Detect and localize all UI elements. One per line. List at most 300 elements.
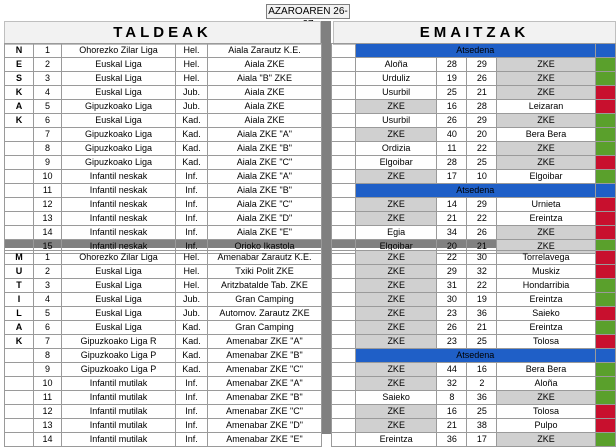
home-team: ZKE: [355, 279, 436, 293]
win-marker: [595, 170, 615, 184]
home-score: 40: [437, 128, 467, 142]
win-marker: [595, 128, 615, 142]
result-spacer: [332, 405, 356, 419]
result-spacer: [332, 86, 356, 100]
result-spacer: [332, 293, 356, 307]
category: Inf.: [176, 419, 208, 433]
team-row: [5, 419, 322, 433]
away-team: ZKE: [497, 72, 595, 86]
away-score: 21: [467, 86, 497, 100]
league-name: Euskal Liga: [62, 114, 176, 128]
category: Kad.: [176, 142, 208, 156]
result-row: [332, 170, 616, 184]
win-marker: [595, 377, 615, 391]
result-row: [332, 307, 616, 321]
away-score: 20: [467, 128, 497, 142]
result-spacer: [332, 170, 356, 184]
section-letter: [5, 363, 34, 377]
category: Hel.: [176, 279, 208, 293]
category: Jub.: [176, 293, 208, 307]
teams-table-neskak: [4, 43, 322, 254]
team-number: 15: [34, 240, 62, 254]
home-score: 19: [437, 72, 467, 86]
section-letter: [5, 405, 34, 419]
result-spacer: [332, 198, 356, 212]
section-letter: [5, 377, 34, 391]
result-row: [332, 72, 616, 86]
away-team: Tolosa: [497, 405, 595, 419]
away-score: 25: [467, 405, 497, 419]
loss-marker: [595, 335, 615, 349]
home-team: Elgoibar: [355, 156, 436, 170]
category: Hel.: [176, 265, 208, 279]
category: Inf.: [176, 240, 208, 254]
result-row: [332, 251, 616, 265]
league-name: Gipuzkoako Liga: [62, 156, 176, 170]
team-name: Amenabar ZKE "E": [208, 433, 322, 447]
result-spacer: [332, 391, 356, 405]
loss-marker: [595, 265, 615, 279]
result-spacer: [332, 156, 356, 170]
league-name: Gipuzkoako Liga P: [62, 349, 176, 363]
away-score: 26: [467, 72, 497, 86]
section-letter: [5, 433, 34, 447]
rest-label: Atsedena: [355, 184, 595, 198]
team-name: Aiala ZKE "B": [208, 142, 322, 156]
away-team: Bera Bera: [497, 363, 595, 377]
team-number: 11: [34, 391, 62, 405]
home-score: 11: [437, 142, 467, 156]
home-score: 26: [437, 114, 467, 128]
home-team: Usurbil: [355, 114, 436, 128]
result-row: [332, 184, 616, 198]
home-score: 34: [437, 226, 467, 240]
team-number: 11: [34, 184, 62, 198]
result-row: [332, 198, 616, 212]
league-name: Gipuzkoako Liga: [62, 142, 176, 156]
category: Hel.: [176, 44, 208, 58]
team-name: Gran Camping: [208, 321, 322, 335]
away-score: 28: [467, 100, 497, 114]
away-team: ZKE: [497, 86, 595, 100]
result-spacer: [332, 363, 356, 377]
away-score: 2: [467, 377, 497, 391]
away-team: ZKE: [497, 142, 595, 156]
category: Inf.: [176, 184, 208, 198]
team-number: 5: [34, 100, 62, 114]
result-row: [332, 142, 616, 156]
team-number: 4: [34, 293, 62, 307]
result-spacer: [332, 251, 356, 265]
result-spacer: [332, 265, 356, 279]
league-name: Ohorezko Zilar Liga: [62, 251, 176, 265]
away-team: Ereintza: [497, 321, 595, 335]
league-name: Ohorezko Zilar Liga: [62, 44, 176, 58]
category: Kad.: [176, 349, 208, 363]
category: Inf.: [176, 198, 208, 212]
home-score: 20: [437, 240, 467, 254]
result-spacer: [332, 44, 356, 58]
section-letter: [5, 170, 34, 184]
loss-marker: [595, 226, 615, 240]
home-score: 21: [437, 419, 467, 433]
results-table-neskak: [331, 43, 616, 254]
result-spacer: [332, 307, 356, 321]
team-name: Amenabar ZKE "A": [208, 377, 322, 391]
team-number: 12: [34, 405, 62, 419]
team-number: 2: [34, 58, 62, 72]
win-marker: [595, 391, 615, 405]
home-team: ZKE: [355, 170, 436, 184]
away-team: Tolosa: [497, 335, 595, 349]
team-name: Aiala ZKE "C": [208, 156, 322, 170]
home-team: Egia: [355, 226, 436, 240]
results-table-mutilak: [331, 250, 616, 447]
team-name: Aiala ZKE "B": [208, 184, 322, 198]
win-marker: [595, 293, 615, 307]
home-team: ZKE: [355, 307, 436, 321]
away-score: 21: [467, 240, 497, 254]
away-score: 21: [467, 321, 497, 335]
league-name: Euskal Liga: [62, 279, 176, 293]
section-letter: E: [5, 58, 34, 72]
team-number: 14: [34, 226, 62, 240]
home-score: 23: [437, 307, 467, 321]
team-row: [5, 307, 322, 321]
team-name: Aritzbatalde Tab. ZKE: [208, 279, 322, 293]
team-name: Amenabar ZKE "A": [208, 335, 322, 349]
page-title: AZAROAREN 26-: [266, 4, 350, 19]
team-name: Aiala ZKE "C": [208, 198, 322, 212]
section-letter: [5, 391, 34, 405]
loss-marker: [595, 198, 615, 212]
result-row: [332, 226, 616, 240]
loss-marker: [595, 86, 615, 100]
team-name: Aiala ZKE "A": [208, 170, 322, 184]
loss-marker: [595, 419, 615, 433]
win-marker: [595, 321, 615, 335]
league-name: Infantil neskak: [62, 212, 176, 226]
team-row: [5, 321, 322, 335]
team-name: Gran Camping: [208, 293, 322, 307]
team-number: 6: [34, 321, 62, 335]
team-name: Amenabar ZKE "B": [208, 391, 322, 405]
column-separator-bottom: [321, 248, 331, 434]
league-name: Euskal Liga: [62, 86, 176, 100]
home-score: 31: [437, 279, 467, 293]
team-row: [5, 279, 322, 293]
team-number: 9: [34, 363, 62, 377]
column-separator-top: [321, 21, 331, 239]
result-row: [332, 321, 616, 335]
team-row: [5, 100, 322, 114]
result-row: [332, 100, 616, 114]
league-name: Gipuzkoako Liga: [62, 128, 176, 142]
section-letter: [5, 226, 34, 240]
team-name: Aiala Zarautz K.E.: [208, 44, 322, 58]
league-name: Infantil neskak: [62, 198, 176, 212]
home-score: 16: [437, 100, 467, 114]
home-team: ZKE: [355, 293, 436, 307]
away-score: 16: [467, 363, 497, 377]
win-marker: [595, 114, 615, 128]
league-name: Euskal Liga: [62, 58, 176, 72]
category: Kad.: [176, 128, 208, 142]
away-score: 22: [467, 142, 497, 156]
category: Kad.: [176, 114, 208, 128]
home-team: Saieko: [355, 391, 436, 405]
section-letter: K: [5, 114, 34, 128]
home-score: 32: [437, 377, 467, 391]
result-spacer: [332, 72, 356, 86]
team-row: [5, 72, 322, 86]
league-name: Euskal Liga: [62, 265, 176, 279]
team-name: Amenabar ZKE "B": [208, 349, 322, 363]
home-score: 16: [437, 405, 467, 419]
away-team: Elgoibar: [497, 170, 595, 184]
category: Inf.: [176, 212, 208, 226]
team-row: [5, 349, 322, 363]
category: Inf.: [176, 391, 208, 405]
team-number: 9: [34, 156, 62, 170]
result-row: [332, 44, 616, 58]
away-score: 22: [467, 279, 497, 293]
home-score: 28: [437, 58, 467, 72]
league-name: Infantil mutilak: [62, 391, 176, 405]
category: Inf.: [176, 433, 208, 447]
loss-marker: [595, 100, 615, 114]
home-score: 25: [437, 86, 467, 100]
league-name: Infantil neskak: [62, 170, 176, 184]
team-name: Automov. Zarautz ZKE: [208, 307, 322, 321]
category: Jub.: [176, 100, 208, 114]
team-name: Aiala ZKE: [208, 86, 322, 100]
team-number: 12: [34, 198, 62, 212]
home-team: ZKE: [355, 377, 436, 391]
away-team: ZKE: [497, 58, 595, 72]
home-score: 22: [437, 251, 467, 265]
section-letter: L: [5, 307, 34, 321]
home-team: Elgoibar: [355, 240, 436, 254]
team-number: 5: [34, 307, 62, 321]
league-name: Gipuzkoako Liga R: [62, 335, 176, 349]
league-name: Gipuzkoako Liga: [62, 100, 176, 114]
category: Jub.: [176, 86, 208, 100]
win-marker: [595, 279, 615, 293]
team-row: [5, 86, 322, 100]
team-name: Amenabar Zarautz K.E.: [208, 251, 322, 265]
away-score: 29: [467, 114, 497, 128]
results-header: EMAITZAK: [333, 21, 616, 45]
section-letter: K: [5, 86, 34, 100]
team-row: [5, 128, 322, 142]
league-name: Infantil mutilak: [62, 377, 176, 391]
home-score: 21: [437, 212, 467, 226]
team-row: [5, 405, 322, 419]
away-score: 10: [467, 170, 497, 184]
category: Kad.: [176, 156, 208, 170]
league-name: Infantil mutilak: [62, 433, 176, 447]
away-team: Pulpo: [497, 419, 595, 433]
category: Inf.: [176, 226, 208, 240]
loss-marker: [595, 251, 615, 265]
away-team: Ereintza: [497, 293, 595, 307]
away-team: ZKE: [497, 240, 595, 254]
result-row: [332, 128, 616, 142]
win-marker: [595, 58, 615, 72]
result-row: [332, 265, 616, 279]
home-team: ZKE: [355, 100, 436, 114]
home-team: Aloña: [355, 58, 436, 72]
league-name: Infantil neskak: [62, 184, 176, 198]
league-name: Infantil neskak: [62, 226, 176, 240]
team-row: [5, 363, 322, 377]
team-number: 13: [34, 419, 62, 433]
away-team: Bera Bera: [497, 128, 595, 142]
section-letter: [5, 142, 34, 156]
result-row: [332, 419, 616, 433]
section-letter: A: [5, 321, 34, 335]
team-number: 14: [34, 433, 62, 447]
result-row: [332, 349, 616, 363]
home-score: 26: [437, 321, 467, 335]
win-marker: [595, 72, 615, 86]
team-row: [5, 251, 322, 265]
team-name: Aiala "B" ZKE: [208, 72, 322, 86]
home-score: 30: [437, 293, 467, 307]
result-row: [332, 391, 616, 405]
league-name: Euskal Liga: [62, 293, 176, 307]
team-name: Aiala ZKE "E": [208, 226, 322, 240]
loss-marker: [595, 405, 615, 419]
result-spacer: [332, 142, 356, 156]
team-name: Aiala ZKE: [208, 58, 322, 72]
away-team: ZKE: [497, 226, 595, 240]
away-score: 29: [467, 58, 497, 72]
win-marker: [595, 142, 615, 156]
home-team: ZKE: [355, 251, 436, 265]
section-letter: A: [5, 100, 34, 114]
result-spacer: [332, 226, 356, 240]
result-row: [332, 377, 616, 391]
team-row: [5, 212, 322, 226]
section-letter: S: [5, 72, 34, 86]
result-spacer: [332, 100, 356, 114]
away-score: 36: [467, 307, 497, 321]
section-letter: [5, 184, 34, 198]
away-team: ZKE: [497, 433, 595, 447]
result-spacer: [332, 419, 356, 433]
team-number: 10: [34, 170, 62, 184]
team-row: [5, 184, 322, 198]
category: Kad.: [176, 363, 208, 377]
away-score: 30: [467, 251, 497, 265]
away-score: 17: [467, 433, 497, 447]
rest-label: Atsedena: [355, 349, 595, 363]
team-row: [5, 335, 322, 349]
team-name: Aiala ZKE "D": [208, 212, 322, 226]
home-team: Ereintza: [355, 433, 436, 447]
away-team: Muskiz: [497, 265, 595, 279]
home-team: ZKE: [355, 419, 436, 433]
category: Inf.: [176, 377, 208, 391]
section-letter: [5, 419, 34, 433]
team-name: Orioko Ikastola: [208, 240, 322, 254]
section-letter: [5, 349, 34, 363]
loss-marker: [595, 212, 615, 226]
rest-marker: [595, 349, 615, 363]
league-name: Euskal Liga: [62, 321, 176, 335]
home-score: 23: [437, 335, 467, 349]
category: Jub.: [176, 307, 208, 321]
home-team: Urduliz: [355, 72, 436, 86]
team-name: Aiala ZKE: [208, 114, 322, 128]
result-row: [332, 58, 616, 72]
away-team: Saieko: [497, 307, 595, 321]
result-spacer: [332, 279, 356, 293]
away-score: 22: [467, 212, 497, 226]
team-row: [5, 156, 322, 170]
team-name: Amenabar ZKE "C": [208, 363, 322, 377]
league-name: Gipuzkoako Liga P: [62, 363, 176, 377]
team-name: Txiki Polit ZKE: [208, 265, 322, 279]
team-row: [5, 226, 322, 240]
result-spacer: [332, 212, 356, 226]
home-score: 14: [437, 198, 467, 212]
team-number: 7: [34, 128, 62, 142]
home-score: 28: [437, 156, 467, 170]
teams-table-mutilak: [4, 250, 322, 447]
result-spacer: [332, 321, 356, 335]
team-number: 8: [34, 349, 62, 363]
rest-marker: [595, 44, 615, 58]
home-team: ZKE: [355, 335, 436, 349]
away-score: 32: [467, 265, 497, 279]
section-letter: [5, 128, 34, 142]
team-number: 2: [34, 265, 62, 279]
win-marker: [595, 363, 615, 377]
category: Kad.: [176, 335, 208, 349]
team-number: 10: [34, 377, 62, 391]
team-number: 4: [34, 86, 62, 100]
result-spacer: [332, 114, 356, 128]
team-number: 6: [34, 114, 62, 128]
league-name: Infantil neskak: [62, 240, 176, 254]
home-team: ZKE: [355, 321, 436, 335]
team-row: [5, 198, 322, 212]
team-row: [5, 142, 322, 156]
teams-header: TALDEAK: [4, 21, 321, 45]
away-team: Hondarribia: [497, 279, 595, 293]
home-team: ZKE: [355, 363, 436, 377]
category: Inf.: [176, 170, 208, 184]
result-row: [332, 86, 616, 100]
result-spacer: [332, 335, 356, 349]
league-name: Infantil mutilak: [62, 419, 176, 433]
team-row: [5, 293, 322, 307]
team-row: [5, 114, 322, 128]
result-row: [332, 114, 616, 128]
away-team: ZKE: [497, 114, 595, 128]
away-team: Ereintza: [497, 212, 595, 226]
team-number: 13: [34, 212, 62, 226]
section-letter: K: [5, 335, 34, 349]
home-team: Usurbil: [355, 86, 436, 100]
league-name: Infantil mutilak: [62, 405, 176, 419]
home-team: ZKE: [355, 198, 436, 212]
away-team: Aloña: [497, 377, 595, 391]
team-row: [5, 170, 322, 184]
